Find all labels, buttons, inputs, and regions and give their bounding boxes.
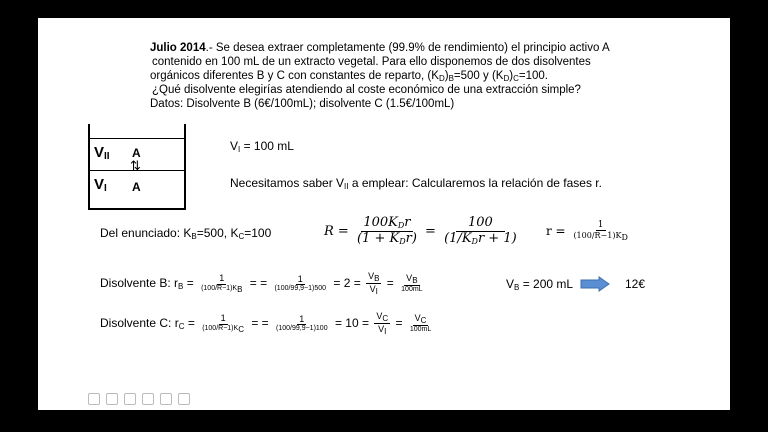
presentation-toolbar bbox=[88, 393, 190, 405]
solvent-b-cost: 12€ bbox=[625, 277, 646, 291]
solvent-c-calculation: Disolvente C: $r_C$ = $\frac{1}{(100/R-1)K_C}$ = = $\frac{1}{(100/99,9-1)100}$ = 10 = $\frac{V_C}{V_I}$ = $\frac{V_C}{100mL}$ bbox=[100, 311, 432, 337]
solute-A-bottom: A bbox=[132, 180, 141, 194]
vessel-top-line bbox=[90, 138, 184, 139]
solute-A-top: A bbox=[132, 146, 141, 160]
options-icon[interactable] bbox=[160, 393, 172, 405]
vb-result: $V_B = 200$ mL bbox=[506, 277, 574, 292]
arrow-shape bbox=[581, 277, 609, 291]
problem-title: Julio 2014 bbox=[150, 42, 206, 54]
solvent-b-calculation: Disolvente B: $r_B$ = $\frac{1}{(100/R-1)K_B}$ = = $\frac{1}{(100/99,9-1)500}$ = 2 = $\frac{V_B}{V_I}$ = $\frac{V_B}{100mL}$ bbox=[100, 271, 423, 297]
next-slide-icon[interactable] bbox=[178, 393, 190, 405]
problem-line-5: Datos: Disolvente B (6€/100mL); disolvente C (1.5€/100mL) bbox=[150, 98, 455, 110]
pen-icon[interactable] bbox=[106, 393, 118, 405]
slide bbox=[38, 18, 730, 410]
problem-line-3: orgánicos diferentes B y C con constantes de reparto, $(K_D)_B=500$ y $(K_D)_C=100$. bbox=[150, 70, 548, 83]
phase-ratio-formula: r = $\frac{1}{(100/R-1)K_D}$ bbox=[546, 220, 628, 243]
phase-I-label: $V_I$ bbox=[94, 176, 107, 194]
vi-value: $V_I = 100$ mL bbox=[230, 139, 294, 154]
yield-fraction-1: $\frac{100K_Dr}{(1 + K_Dr)}$ bbox=[356, 215, 417, 246]
given-constants: Del enunciado: $K_B=500$, $K_C=100$ bbox=[100, 226, 272, 241]
zoom-icon[interactable] bbox=[142, 393, 154, 405]
problem-line-2: contenido en 100 mL de un extracto vegetal. Para ello disponemos de dos disolventes bbox=[152, 56, 591, 68]
slides-icon[interactable] bbox=[124, 393, 136, 405]
phase-II-label: $V_{II}$ bbox=[94, 144, 110, 162]
problem-line-1: Julio 2014.- Se desea extraer completamente (99.9% de rendimiento) el principio activo A bbox=[150, 42, 610, 54]
problem-line-4: ¿Qué disolvente elegirías atendiendo al coste económico de una extracción simple? bbox=[152, 84, 581, 96]
prev-slide-icon[interactable] bbox=[88, 393, 100, 405]
phase-ratio-note: Necesitamos saber $V_{II}$ a emplear: Calcularemos la relación de fases r. bbox=[230, 176, 602, 191]
right-arrow-icon bbox=[580, 276, 610, 292]
yield-fraction-2: $\frac{100}{(1/K_Dr + 1)}$ bbox=[444, 215, 517, 246]
yield-formula: R = $\frac{100K_Dr}{(1 + K_Dr)}$ = $\frac{100}{(1/K_Dr + 1)}$ bbox=[324, 215, 517, 246]
equilibrium-arrows-icon: ⇅ bbox=[130, 158, 141, 173]
separation-vessel-diagram bbox=[88, 124, 186, 210]
